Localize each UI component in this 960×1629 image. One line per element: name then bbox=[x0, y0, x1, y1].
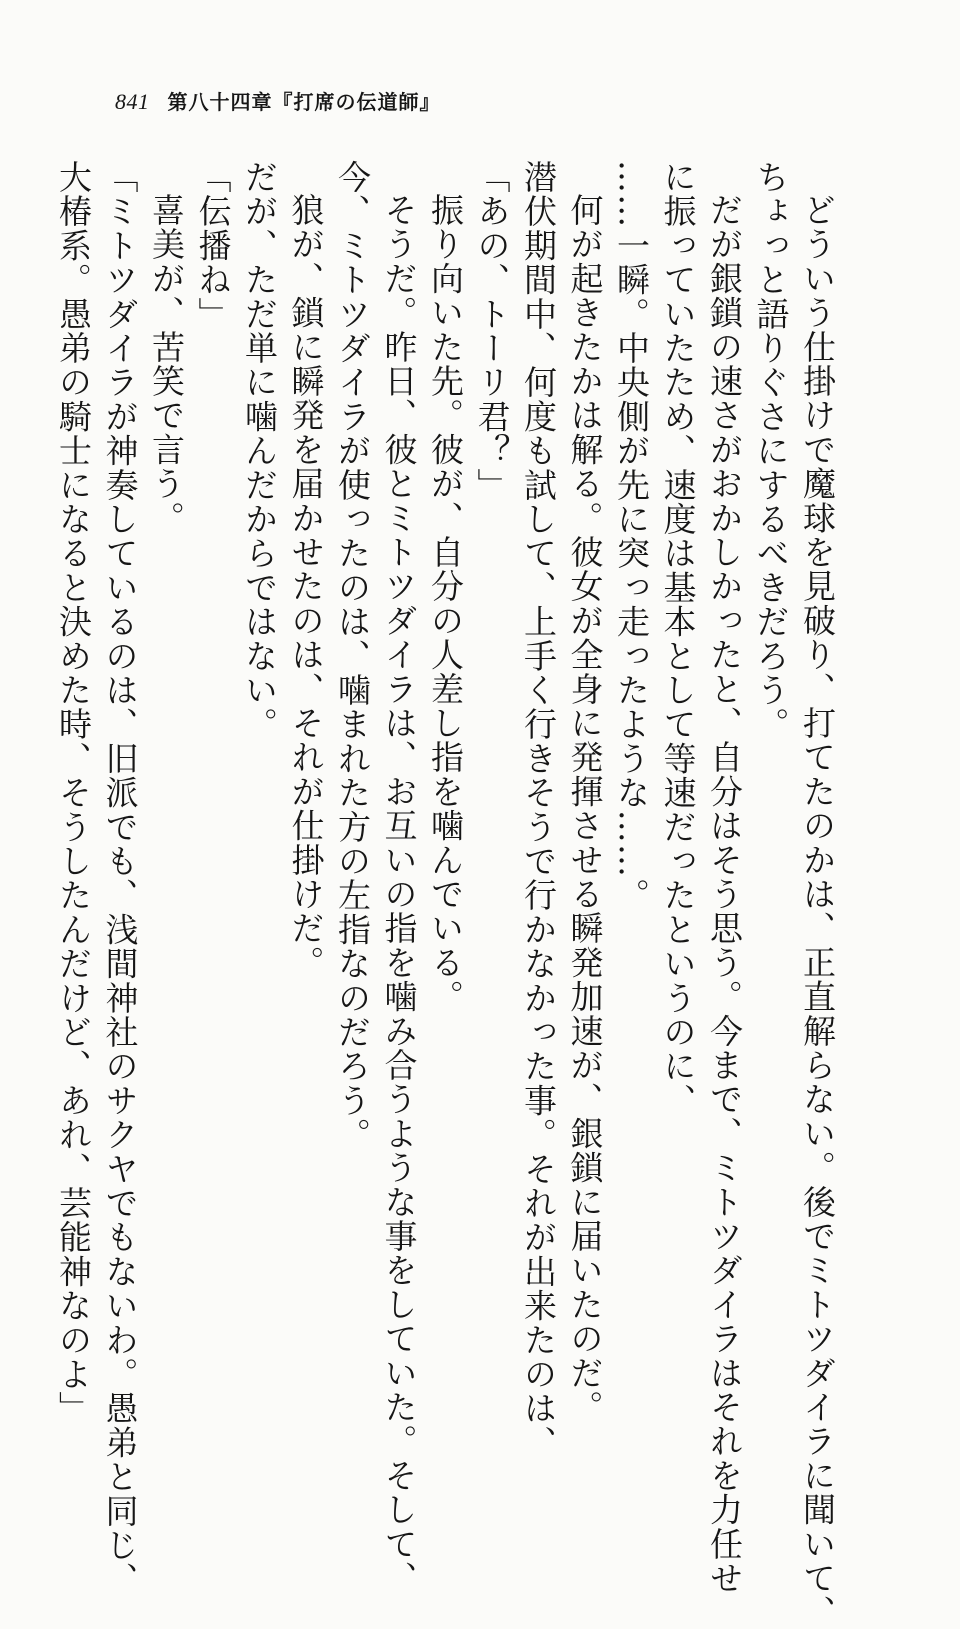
running-header bbox=[115, 86, 441, 116]
text-line: 今、ミトツダイラが使ったのは、噛まれた方の左指なのだろう。 bbox=[333, 160, 372, 1152]
text-line: 何が起きたかは解る。彼女が全身に発揮させる瞬発加速が、銀鎖に届いたのだ。 bbox=[565, 193, 605, 1425]
text-line: そうだ。昨日、彼とミトツダイラは、お互いの指を噛み合うような事をしていた。そして、 bbox=[379, 193, 419, 1596]
chapter-title: 第八十四章『打席の伝道師』 bbox=[167, 90, 441, 114]
page-number: 841 bbox=[115, 89, 150, 114]
text-line: に振っていたため、速度は基本として等速だったというのに、 bbox=[658, 160, 698, 1118]
text-line: 喜美が、苦笑で言う。 bbox=[147, 193, 186, 535]
text-line: どういう仕掛けで魔球を見破り、打てたのかは、正直解らない。後でミトツダイラに聞いて、 bbox=[798, 193, 837, 1629]
text-line: ……一瞬。中央側が先に突っ走ったような……。 bbox=[612, 160, 651, 913]
text-line: ちょっと語りぐさにするべきだろう。 bbox=[751, 160, 791, 742]
text-line: 大椿系。愚弟の騎士になると決めた時、そうしたんだけど、あれ、芸能神なのよ」 bbox=[54, 160, 93, 1426]
text-line: 狼が、鎖に瞬発を届かせたのは、それが仕掛けだ。 bbox=[286, 193, 326, 980]
text-line: 「伝播ね」 bbox=[193, 160, 233, 331]
text-line: 「あの、トーリ君？」 bbox=[472, 160, 512, 502]
text-line: 振り向いた先。彼が、自分の人差し指を噛んでいる。 bbox=[426, 193, 465, 1014]
text-line: だが、ただ単に噛んだからではない。 bbox=[240, 160, 279, 742]
vertical-body-text bbox=[54, 160, 840, 1629]
text-line: 「ミトツダイラが神奏しているのは、旧派でも、浅間神社のサクヤでもないわ。愚弟と同じ、 bbox=[100, 160, 140, 1597]
text-line: だが銀鎖の速さがおかしかったと、自分はそう思う。今まで、ミトツダイラはそれを力任せ bbox=[705, 193, 744, 1596]
text-line: 潜伏期間中、何度も試して、上手く行きそうで行かなかった事。それが出来たのは、 bbox=[519, 160, 558, 1460]
